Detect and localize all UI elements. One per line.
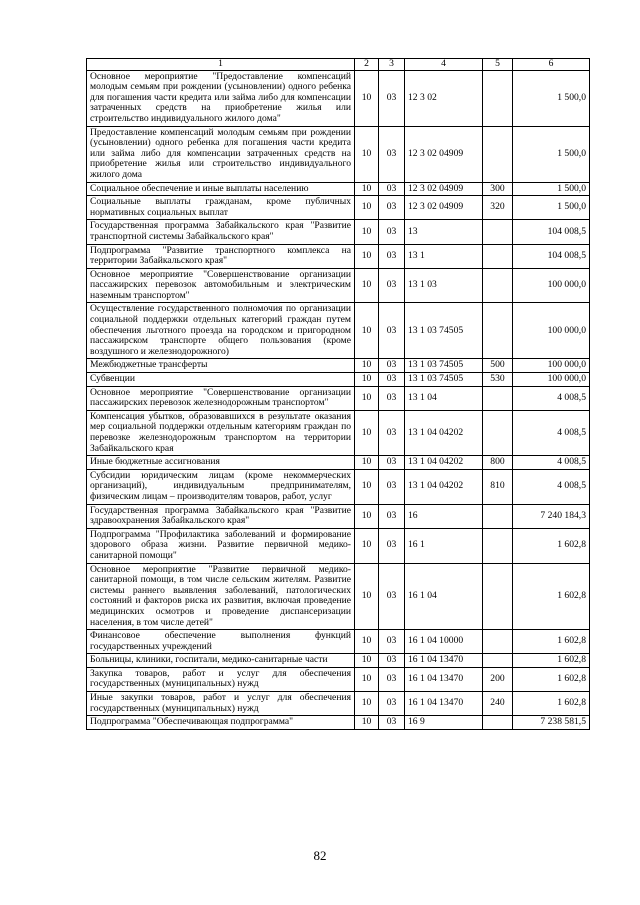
table-row [87, 220, 590, 244]
row-target-code-cell: 13 1 04 04202 [405, 456, 483, 470]
row-subsection-cell: 03 [379, 373, 405, 387]
row-section-cell: 10 [355, 469, 379, 504]
row-target-code-cell: 16 9 [405, 716, 483, 730]
row-section-cell: 10 [355, 630, 379, 654]
row-expense-type-cell: 300 [483, 182, 513, 196]
table-row [87, 410, 590, 455]
row-amount-cell: 1 602,8 [513, 563, 590, 630]
row-amount-cell: 4 008,5 [513, 469, 590, 504]
header-col-3: 3 [379, 59, 405, 71]
row-subsection-cell: 03 [379, 70, 405, 126]
row-target-code-cell: 13 1 04 [405, 386, 483, 410]
table-row [87, 563, 590, 630]
table-row [87, 692, 590, 716]
row-name-cell: Основное мероприятие "Развитие первичной медико-санитарной помощи, в том числе сельским жителям. Развитие системы раннего выявления заболеваний, патологических состояний и факторов риска их развития, включая проведение медицинских осмотров и проведение диспансеризации населения, в том числе детей" [87, 563, 355, 630]
row-subsection-cell: 03 [379, 716, 405, 730]
row-subsection-cell: 03 [379, 654, 405, 668]
row-name-cell: Иные бюджетные ассигнования [87, 456, 355, 470]
row-subsection-cell: 03 [379, 182, 405, 196]
table-row [87, 716, 590, 730]
row-expense-type-cell [483, 563, 513, 630]
row-name-cell: Предоставление компенсаций молодым семьям при рождении (усыновлении) одного ребенка для погашения части кредита или займа либо для компенсации затраченных средств на приобретение жилья или строительство индивидуального жилого дома [87, 126, 355, 182]
row-subsection-cell: 03 [379, 630, 405, 654]
row-name-cell: Осуществление государственного полномочия по организации социальной поддержки отдельных категорий граждан путем обеспечения льготного проезда на городском и пригородном пассажирском транспорте общего пользования (кроме воздушного и железнодорожного) [87, 303, 355, 359]
table-row [87, 268, 590, 303]
row-target-code-cell: 16 1 [405, 528, 483, 563]
budget-table [86, 58, 590, 730]
row-name-cell: Межбюджетные трансферты [87, 359, 355, 373]
table-row [87, 126, 590, 182]
row-expense-type-cell: 800 [483, 456, 513, 470]
row-subsection-cell: 03 [379, 563, 405, 630]
row-subsection-cell: 03 [379, 126, 405, 182]
row-name-cell: Основное мероприятие "Совершенствование организации пассажирских перевозок автомобильным и электрическим наземным транспортом" [87, 268, 355, 303]
row-expense-type-cell: 530 [483, 373, 513, 387]
row-section-cell: 10 [355, 410, 379, 455]
header-col-4: 4 [405, 59, 483, 71]
row-subsection-cell: 03 [379, 196, 405, 220]
row-target-code-cell: 13 1 03 74505 [405, 373, 483, 387]
row-section-cell: 10 [355, 303, 379, 359]
row-target-code-cell: 16 1 04 13470 [405, 692, 483, 716]
row-target-code-cell: 13 1 03 74505 [405, 303, 483, 359]
row-section-cell: 10 [355, 563, 379, 630]
row-expense-type-cell: 240 [483, 692, 513, 716]
row-expense-type-cell: 320 [483, 196, 513, 220]
row-section-cell: 10 [355, 220, 379, 244]
row-expense-type-cell [483, 220, 513, 244]
row-name-cell: Иные закупки товаров, работ и услуг для обеспечения государственных (муниципальных) нужд [87, 692, 355, 716]
row-amount-cell: 104 008,5 [513, 244, 590, 268]
row-name-cell: Государственная программа Забайкальского края "Развитие транспортной системы Забайкальского края" [87, 220, 355, 244]
row-expense-type-cell [483, 303, 513, 359]
row-section-cell: 10 [355, 716, 379, 730]
row-name-cell: Основное мероприятие "Предоставление компенсаций молодым семьям при рождении (усыновлении) одного ребенка для погашения части кредита или займа либо для компенсации затраченных средств на приобретение жилья или строительство индивидуального жилого дома" [87, 70, 355, 126]
table-row [87, 196, 590, 220]
row-section-cell: 10 [355, 359, 379, 373]
row-target-code-cell: 13 1 04 04202 [405, 469, 483, 504]
row-expense-type-cell: 810 [483, 469, 513, 504]
row-name-cell: Подпрограмма "Обеспечивающая подпрограмма" [87, 716, 355, 730]
row-target-code-cell: 13 1 03 74505 [405, 359, 483, 373]
row-expense-type-cell [483, 386, 513, 410]
row-amount-cell: 1 500,0 [513, 70, 590, 126]
row-target-code-cell: 16 1 04 13470 [405, 654, 483, 668]
row-section-cell: 10 [355, 667, 379, 691]
row-subsection-cell: 03 [379, 359, 405, 373]
table-row [87, 504, 590, 528]
header-col-5: 5 [483, 59, 513, 71]
row-name-cell: Закупка товаров, работ и услуг для обеспечения государственных (муниципальных) нужд [87, 667, 355, 691]
row-target-code-cell: 16 [405, 504, 483, 528]
row-name-cell: Государственная программа Забайкальского края "Развитие здравоохранения Забайкальского края" [87, 504, 355, 528]
row-section-cell: 10 [355, 692, 379, 716]
header-col-6: 6 [513, 59, 590, 71]
header-row [87, 59, 590, 71]
table-row [87, 182, 590, 196]
row-subsection-cell: 03 [379, 667, 405, 691]
row-amount-cell: 1 602,8 [513, 692, 590, 716]
row-target-code-cell: 16 1 04 [405, 563, 483, 630]
table-row [87, 469, 590, 504]
row-target-code-cell: 13 1 03 [405, 268, 483, 303]
row-amount-cell: 4 008,5 [513, 386, 590, 410]
row-expense-type-cell: 200 [483, 667, 513, 691]
table-row [87, 244, 590, 268]
row-target-code-cell: 13 [405, 220, 483, 244]
row-target-code-cell: 12 3 02 04909 [405, 182, 483, 196]
row-target-code-cell: 16 1 04 13470 [405, 667, 483, 691]
page-number: 82 [313, 848, 327, 863]
table-row [87, 528, 590, 563]
row-subsection-cell: 03 [379, 692, 405, 716]
row-section-cell: 10 [355, 182, 379, 196]
row-expense-type-cell: 500 [483, 359, 513, 373]
row-expense-type-cell [483, 126, 513, 182]
row-expense-type-cell [483, 268, 513, 303]
row-amount-cell: 1 500,0 [513, 182, 590, 196]
row-expense-type-cell [483, 654, 513, 668]
row-subsection-cell: 03 [379, 456, 405, 470]
row-expense-type-cell [483, 528, 513, 563]
row-amount-cell: 4 008,5 [513, 410, 590, 455]
row-name-cell: Социальные выплаты гражданам, кроме публичных нормативных социальных выплат [87, 196, 355, 220]
row-amount-cell: 7 238 581,5 [513, 716, 590, 730]
row-expense-type-cell [483, 630, 513, 654]
row-amount-cell: 1 602,8 [513, 528, 590, 563]
row-amount-cell: 1 500,0 [513, 196, 590, 220]
row-amount-cell: 4 008,5 [513, 456, 590, 470]
row-subsection-cell: 03 [379, 303, 405, 359]
row-subsection-cell: 03 [379, 504, 405, 528]
row-name-cell: Социальное обеспечение и иные выплаты населению [87, 182, 355, 196]
row-section-cell: 10 [355, 126, 379, 182]
row-expense-type-cell [483, 504, 513, 528]
row-amount-cell: 1 500,0 [513, 126, 590, 182]
table-row [87, 359, 590, 373]
row-target-code-cell: 16 1 04 10000 [405, 630, 483, 654]
row-name-cell: Подпрограмма "Профилактика заболеваний и формирование здорового образа жизни. Развитие первичной медико-санитарной помощи" [87, 528, 355, 563]
row-subsection-cell: 03 [379, 244, 405, 268]
table-row [87, 630, 590, 654]
row-section-cell: 10 [355, 244, 379, 268]
row-expense-type-cell [483, 410, 513, 455]
row-amount-cell: 1 602,8 [513, 630, 590, 654]
row-section-cell: 10 [355, 504, 379, 528]
header-col-2: 2 [355, 59, 379, 71]
row-section-cell: 10 [355, 386, 379, 410]
row-name-cell: Основное мероприятие "Совершенствование организации пассажирских перевозок железнодорожным транспортом" [87, 386, 355, 410]
row-expense-type-cell [483, 70, 513, 126]
row-subsection-cell: 03 [379, 469, 405, 504]
row-section-cell: 10 [355, 196, 379, 220]
row-section-cell: 10 [355, 373, 379, 387]
row-subsection-cell: 03 [379, 268, 405, 303]
table-row [87, 456, 590, 470]
header-col-1: 1 [87, 59, 355, 71]
row-amount-cell: 100 000,0 [513, 268, 590, 303]
row-name-cell: Субсидии юридическим лицам (кроме некоммерческих организаций), индивидуальным предпринимателям, физическим лицам – производителям товаров, работ, услуг [87, 469, 355, 504]
row-subsection-cell: 03 [379, 386, 405, 410]
row-section-cell: 10 [355, 268, 379, 303]
row-amount-cell: 100 000,0 [513, 359, 590, 373]
row-target-code-cell: 12 3 02 04909 [405, 126, 483, 182]
row-target-code-cell: 12 3 02 [405, 70, 483, 126]
row-amount-cell: 1 602,8 [513, 654, 590, 668]
row-section-cell: 10 [355, 528, 379, 563]
row-amount-cell: 100 000,0 [513, 303, 590, 359]
row-name-cell: Подпрограмма "Развитие транспортного комплекса на территории Забайкальского края" [87, 244, 355, 268]
row-subsection-cell: 03 [379, 220, 405, 244]
row-expense-type-cell [483, 244, 513, 268]
row-subsection-cell: 03 [379, 410, 405, 455]
table-row [87, 654, 590, 668]
row-target-code-cell: 12 3 02 04909 [405, 196, 483, 220]
row-name-cell: Финансовое обеспечение выполнения функций государственных учреждений [87, 630, 355, 654]
row-name-cell: Больницы, клиники, госпитали, медико-санитарные части [87, 654, 355, 668]
row-target-code-cell: 13 1 [405, 244, 483, 268]
table-row [87, 386, 590, 410]
table-row [87, 303, 590, 359]
row-target-code-cell: 13 1 04 04202 [405, 410, 483, 455]
row-amount-cell: 7 240 184,3 [513, 504, 590, 528]
table-row [87, 70, 590, 126]
table-body [87, 59, 590, 730]
table-row [87, 373, 590, 387]
row-subsection-cell: 03 [379, 528, 405, 563]
row-name-cell: Субвенции [87, 373, 355, 387]
row-amount-cell: 1 602,8 [513, 667, 590, 691]
row-section-cell: 10 [355, 456, 379, 470]
row-amount-cell: 104 008,5 [513, 220, 590, 244]
row-section-cell: 10 [355, 70, 379, 126]
row-section-cell: 10 [355, 654, 379, 668]
row-amount-cell: 100 000,0 [513, 373, 590, 387]
row-name-cell: Компенсация убытков, образовавшихся в результате оказания мер социальной поддержки отдельным категориям граждан по перевозке железнодорожным транспортом на территории Забайкальского края [87, 410, 355, 455]
table-row [87, 667, 590, 691]
row-expense-type-cell [483, 716, 513, 730]
